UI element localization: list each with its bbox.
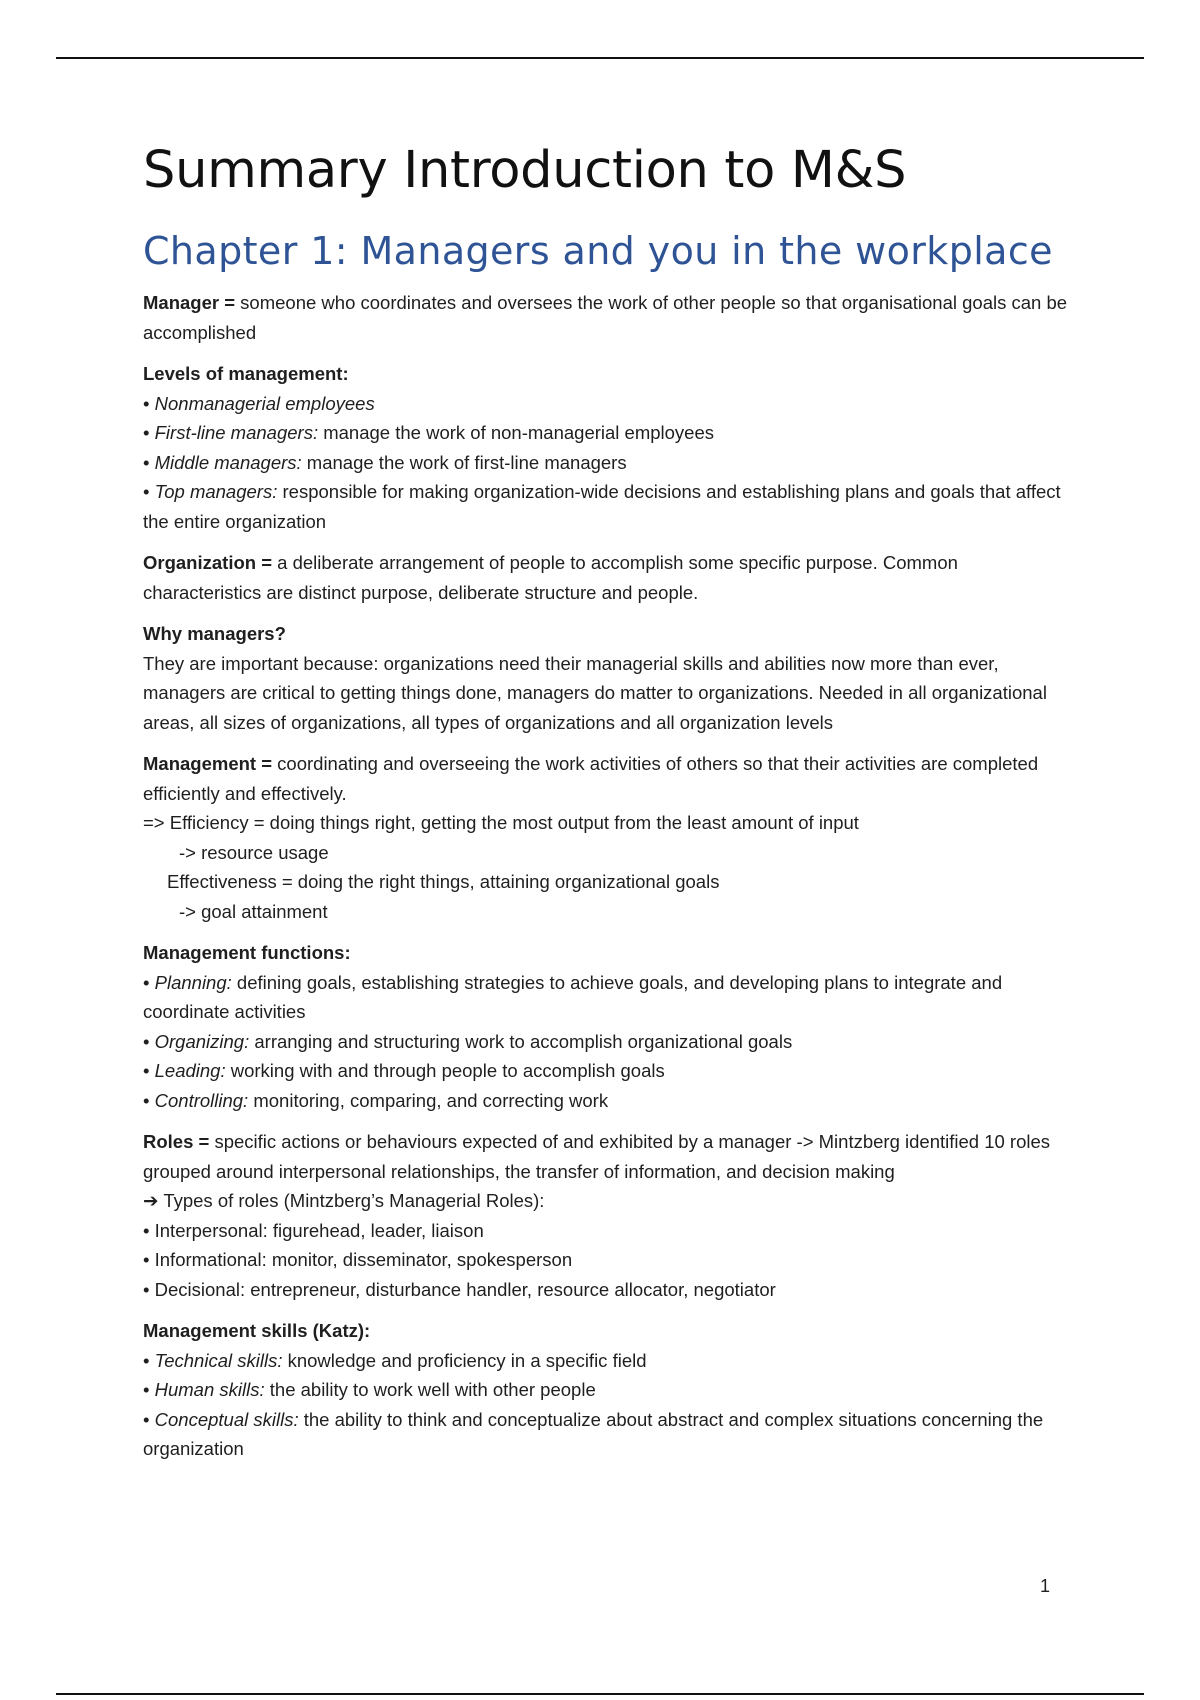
function-label: Organizing: <box>154 1030 250 1052</box>
skill-text: the ability to think and conceptualize about abstract and complex situations concerning the organization <box>143 1408 1044 1460</box>
list-item <box>143 448 1078 478</box>
role-text: Decisional: entrepreneur, disturbance handler, resource allocator, negotiator <box>154 1278 776 1300</box>
functions-section <box>143 938 1078 1115</box>
bullet-glyph: • <box>143 1089 155 1111</box>
why-managers-text: They are important because: organizations need their managerial skills and abilities now more than ever, managers are critical to getting things done, managers do matter to organizations. Needed in all organizational areas, all sizes of organizations, all types of organizations and all organization levels <box>143 652 1047 733</box>
bullet-glyph: • <box>143 1349 155 1371</box>
manager-text: someone who coordinates and oversees the work of other people so that organisational goals can be accomplished <box>143 292 1068 343</box>
header-rule <box>56 57 1144 59</box>
management-text: coordinating and overseeing the work activities of others so that their activities are completed efficiently and effectively. <box>143 753 1039 804</box>
bullet-glyph: • <box>143 1030 155 1052</box>
function-text: monitoring, comparing, and correcting work <box>248 1089 609 1111</box>
levels-section <box>143 359 1078 536</box>
management-section <box>143 749 1078 926</box>
effectiveness-note: -> goal attainment <box>179 900 328 922</box>
page-number: 1 <box>1040 1576 1051 1596</box>
effectiveness-line: Effectiveness = doing the right things, attaining organizational goals <box>167 871 720 893</box>
management-term: Management = <box>143 753 273 775</box>
efficiency-note: -> resource usage <box>179 841 329 863</box>
functions-heading: Management functions: <box>143 942 351 964</box>
list-item <box>143 1216 1078 1246</box>
level-label: Middle managers: <box>154 451 302 473</box>
roles-types-line <box>143 1186 1078 1216</box>
skill-label: Human skills: <box>154 1379 265 1401</box>
function-label: Planning: <box>154 971 232 993</box>
roles-types-label: Types of roles (Mintzberg’s Managerial Roles): <box>158 1190 545 1212</box>
skill-label: Conceptual skills: <box>154 1408 299 1430</box>
management-definition <box>143 749 1078 808</box>
bullet-glyph: • <box>143 481 155 503</box>
manager-definition <box>143 288 1078 347</box>
function-text: working with and through people to accomplish goals <box>225 1060 665 1082</box>
roles-text: specific actions or behaviours expected of and exhibited by a manager -> Mintzberg identified 10 roles grouped around interpersonal relationships, the transfer of information, and decision making <box>143 1131 1051 1182</box>
level-text: manage the work of non-managerial employees <box>318 422 715 444</box>
list-item <box>143 968 1078 1027</box>
list-item <box>143 1405 1078 1464</box>
list-item <box>143 1056 1078 1086</box>
bullet-glyph: • <box>143 1379 155 1401</box>
role-text: Informational: monitor, disseminator, spokesperson <box>154 1249 573 1271</box>
list-item <box>143 477 1078 536</box>
manager-term: Manager = <box>143 292 236 314</box>
skills-heading: Management skills (Katz): <box>143 1320 371 1342</box>
roles-section <box>143 1127 1078 1304</box>
why-managers-heading: Why managers? <box>143 623 286 645</box>
footer-rule <box>56 1693 1144 1695</box>
skill-label: Technical skills: <box>154 1349 283 1371</box>
bullet-glyph: • <box>143 1219 155 1241</box>
bullet-glyph: • <box>143 392 155 414</box>
efficiency-line: => Efficiency = doing things right, getting the most output from the least amount of input <box>143 812 859 834</box>
role-text: Interpersonal: figurehead, leader, liaison <box>154 1219 484 1241</box>
function-text: defining goals, establishing strategies to achieve goals, and developing plans to integrate and coordinate activities <box>143 971 1003 1023</box>
skill-text: knowledge and proficiency in a specific field <box>282 1349 647 1371</box>
document-page <box>143 130 1078 1476</box>
why-managers-section <box>143 619 1078 737</box>
organization-text: a deliberate arrangement of people to accomplish some specific purpose. Common characteristics are distinct purpose, deliberate structure and people. <box>143 552 958 603</box>
function-label: Controlling: <box>154 1089 249 1111</box>
organization-definition <box>143 548 1078 607</box>
bullet-glyph: • <box>143 422 155 444</box>
list-item <box>143 418 1078 448</box>
list-item <box>143 1346 1078 1376</box>
organization-term: Organization = <box>143 552 273 574</box>
level-label: First-line managers: <box>154 422 319 444</box>
list-item <box>143 1275 1078 1305</box>
skills-section <box>143 1316 1078 1464</box>
level-label: Nonmanagerial employees <box>154 392 375 414</box>
roles-term: Roles = <box>143 1131 210 1153</box>
bullet-glyph: • <box>143 1060 155 1082</box>
bullet-glyph: • <box>143 971 155 993</box>
list-item <box>143 389 1078 419</box>
function-label: Leading: <box>154 1060 226 1082</box>
bullet-glyph: • <box>143 1278 155 1300</box>
bullet-glyph: • <box>143 1408 155 1430</box>
levels-heading: Levels of management: <box>143 363 349 385</box>
bullet-glyph: • <box>143 1249 155 1271</box>
list-item <box>143 1245 1078 1275</box>
arrow-right-icon: ➔ <box>143 1190 159 1212</box>
document-title: Summary Introduction to M&S <box>143 141 907 200</box>
level-text: responsible for making organization-wide decisions and establishing plans and goals that affect the entire organization <box>143 481 1061 532</box>
chapter-heading: Chapter 1: Managers and you in the workplace <box>143 228 1053 273</box>
skill-text: the ability to work well with other people <box>264 1379 596 1401</box>
list-item <box>143 1086 1078 1116</box>
list-item <box>143 1375 1078 1405</box>
level-text: manage the work of first-line managers <box>301 451 627 473</box>
bullet-glyph: • <box>143 451 155 473</box>
roles-definition <box>143 1127 1078 1186</box>
list-item <box>143 1027 1078 1057</box>
function-text: arranging and structuring work to accomplish organizational goals <box>249 1030 793 1052</box>
level-label: Top managers: <box>154 481 278 503</box>
